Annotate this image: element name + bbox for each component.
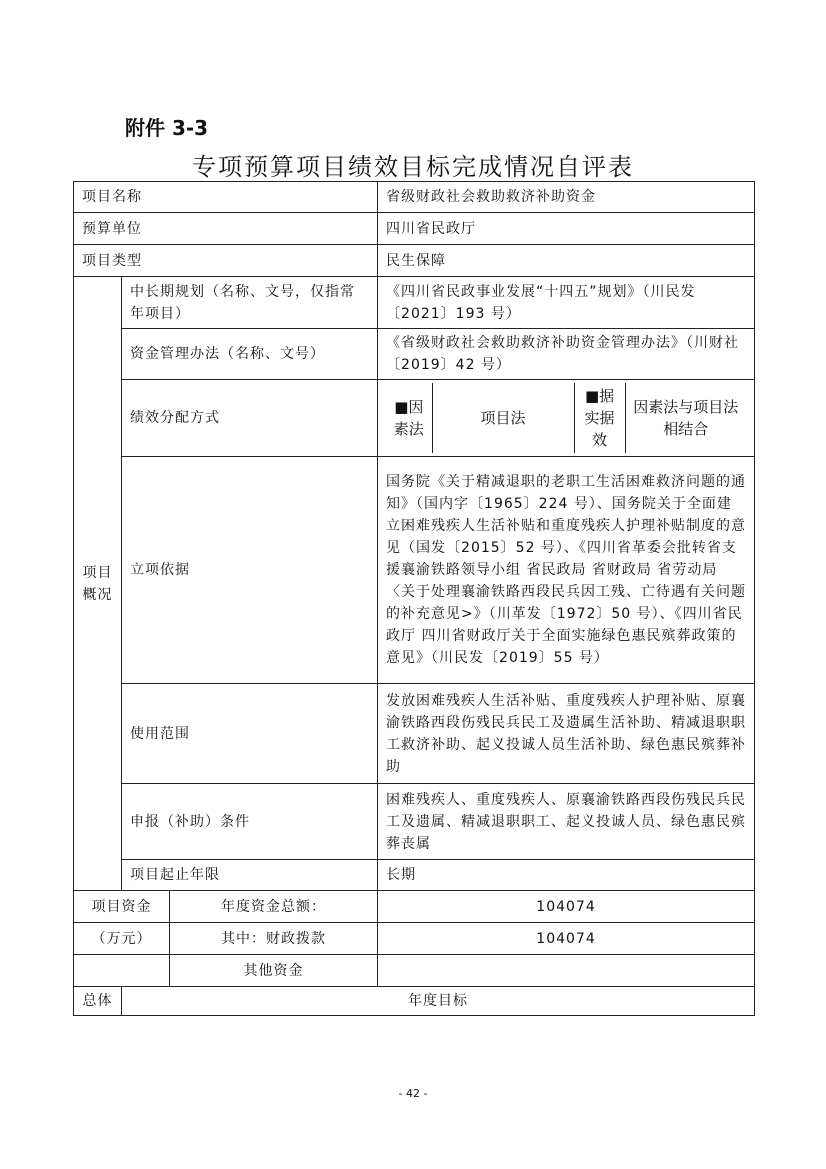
table-row bbox=[74, 457, 755, 684]
page-number: - 42 - bbox=[398, 1087, 428, 1100]
annual-total-label: 年度资金总额： bbox=[170, 891, 378, 923]
plan-label: 中长期规划（名称、文号，仅指常年项目） bbox=[122, 277, 378, 329]
allocation-option-actual: ■据实据效 bbox=[574, 383, 625, 453]
conditions-label: 申报（补助）条件 bbox=[122, 784, 378, 860]
annual-total-value: 104074 bbox=[378, 891, 755, 923]
funds-label-top: 项目资金 bbox=[74, 891, 170, 923]
overview-group-label: 项目概况 bbox=[74, 277, 122, 891]
table-row bbox=[74, 245, 755, 277]
table-row bbox=[74, 329, 755, 380]
allocation-option-project: 项目法 bbox=[432, 383, 574, 453]
plan-value: 《四川省民政事业发展“十四五”规划》（川民发〔2021〕193 号） bbox=[378, 277, 755, 329]
allocation-option-factor: ■因素法 bbox=[393, 398, 424, 438]
project-name-label: 项目名称 bbox=[74, 182, 378, 213]
fund-mgmt-label: 资金管理办法（名称、文号） bbox=[122, 329, 378, 380]
table-row bbox=[74, 277, 755, 329]
page-title: 专项预算项目绩效目标完成情况自评表 bbox=[192, 153, 634, 181]
project-type-label: 项目类型 bbox=[74, 245, 378, 277]
funds-label-bottom: （万元） bbox=[74, 923, 170, 955]
project-type-value: 民生保障 bbox=[378, 245, 755, 277]
conditions-value: 困难残疾人、重度残疾人、原襄渝铁路西段伤残民兵民工及遗属、精减退职职工、起义投诚人员、绿色惠民殡葬丧属 bbox=[378, 784, 755, 860]
allocation-option-combined: 因素法与项目法相结合 bbox=[625, 383, 746, 453]
scope-value: 发放困难残疾人生活补贴、重度残疾人护理补贴、原襄渝铁路西段伤残民兵民工及遗属生活补助、精减退职职工救济补助、起义投诚人员生活补助、绿色惠民殡葬补助 bbox=[378, 684, 755, 784]
allocation-options-table bbox=[386, 383, 746, 453]
table-row bbox=[74, 213, 755, 245]
budget-unit-value: 四川省民政厅 bbox=[378, 213, 755, 245]
basis-label: 立项依据 bbox=[122, 457, 378, 684]
overall-label: 总体 bbox=[74, 987, 122, 1016]
table-row bbox=[74, 182, 755, 213]
table-row bbox=[74, 684, 755, 784]
funds-label-empty bbox=[74, 955, 170, 987]
table-row bbox=[74, 987, 755, 1016]
table-row bbox=[74, 891, 755, 923]
table-row bbox=[74, 955, 755, 987]
fund-mgmt-value: 《省级财政社会救助救济补助资金管理办法》（川财社〔2019〕42 号） bbox=[378, 329, 755, 380]
table-row bbox=[74, 380, 755, 457]
period-label: 项目起止年限 bbox=[122, 860, 378, 891]
fiscal-value: 104074 bbox=[378, 923, 755, 955]
table-row bbox=[74, 923, 755, 955]
other-funds-label: 其他资金 bbox=[170, 955, 378, 987]
table-row bbox=[74, 784, 755, 860]
basis-value: 国务院《关于精减退职的老职工生活困难救济问题的通知》（国内字〔1965〕224 号）、国务院关于全面建立困难残疾人生活补贴和重度残疾人护理补贴制度的意见（国发〔2015〕52 号）、《四川省革委会批转省支援襄渝铁路领导小组 省民政局 省财政局 省劳动局〈关于处理襄渝铁路西段民兵因工残、亡待遇有关问题的补充意见>》（川革发〔1972〕50 号）、《四川省民政厅 四川省财政厅关于全面实施绿色惠民殡葬政策的意见》（川民发〔2019〕55 号） bbox=[378, 457, 755, 684]
other-funds-value bbox=[378, 955, 755, 987]
budget-unit-label: 预算单位 bbox=[74, 213, 378, 245]
allocation-label: 绩效分配方式 bbox=[122, 380, 378, 457]
table-row bbox=[74, 860, 755, 891]
self-evaluation-table bbox=[73, 181, 755, 1016]
allocation-options bbox=[378, 380, 755, 457]
project-name-value: 省级财政社会救助救济补助资金 bbox=[378, 182, 755, 213]
period-value: 长期 bbox=[378, 860, 755, 891]
scope-label: 使用范围 bbox=[122, 684, 378, 784]
attachment-label: 附件 3-3 bbox=[125, 116, 209, 140]
fiscal-label: 其中：财政拨款 bbox=[170, 923, 378, 955]
annual-goal-label: 年度目标 bbox=[122, 987, 755, 1016]
